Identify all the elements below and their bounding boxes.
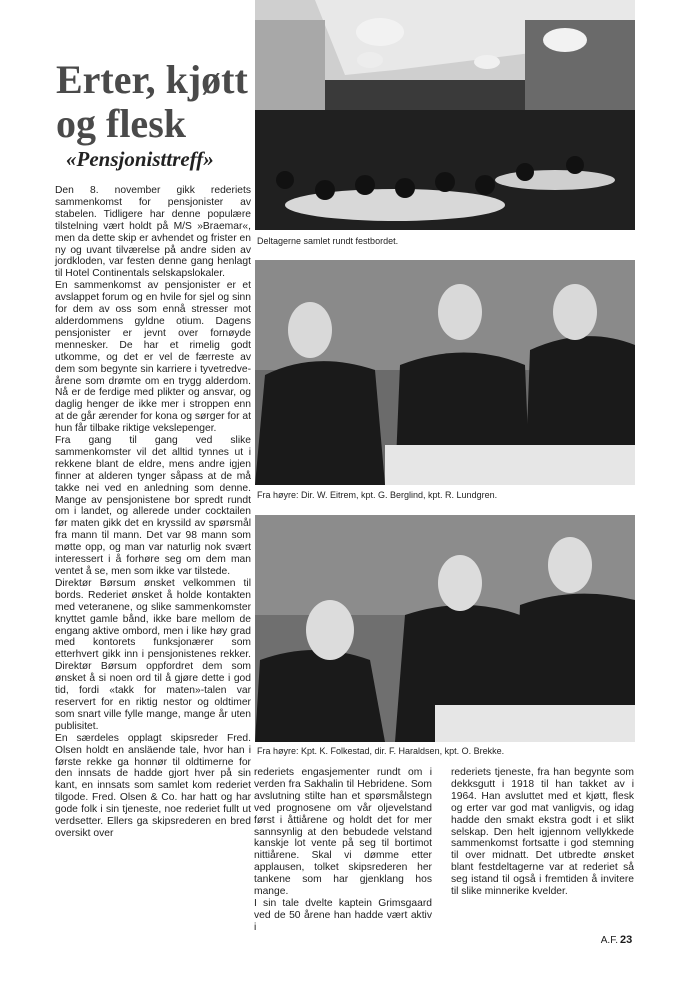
photo-caption: Deltagerne samlet rundt festbordet. [257, 236, 399, 246]
paragraph: rederiets engasjementer rundt om i verden fra Sakhalin til Hebridene. Som avslutning stilte han et spørsmålstegn ved prognosene om vår oljevelstand først i åttiårene og holdt det for mer sannsynlig at den bebudede velstand kanskje lot vente på seg til bortimot nittiårene. Skal vi dømme etter applausen, tolket skipsrederen her tankene som har gjenklang hos mange. [254, 767, 432, 898]
paragraph: En særdeles opplagt skipsreder Fred. Olsen holdt en ansläende tale, hvor han i første rekke ga honnør til oldtimerne for den innsats de hadde gjort hver på sin kant, en innsats som samlet kom rederiet tilgode. Fred. Olsen & Co. har hatt og har gode folk i sin tjeneste, noe rederiet fullt ut verdsetter. Ellers ga skipsrederen en bred oversikt over [55, 732, 251, 839]
author-signature: A.F. [600, 935, 618, 946]
paragraph: Den 8. november gikk rederiets sammenkomst for pensjonister av stabelen. Tidligere har denne populære tilstelning vært holdt på M/S »Braemar«, men da dette skip er avhendet og frister en ny og uvant tilværelse på andre siden av jordkloden, var festen denne gang henlagt til Hotel Continentals selskapslokaler. [55, 185, 251, 280]
paragraph: I sin tale dvelte kaptein Grimsgaard ved de 50 årene han hadde vært aktiv i [254, 897, 432, 933]
body-column-1 [55, 185, 251, 840]
three-men-photo-2 [255, 515, 635, 742]
banquet-hall-photo [255, 0, 635, 230]
paragraph: Direktør Børsum ønsket velkommen til bords. Rederiet ønsket å holde kontakten med veteranene, og slike sammenkomster knyttet gamle bånd, ikke bare mellom de engang aktive ombord, men i like høy grad med kontorets funksjonærer som etterhvert gikk inn i pensjonistenes rekker. Direktør Børsum oppfordret dem som ønsket å si noen ord til å gjøre dette i god tid, fordi «takk for maten»-talen var reservert for en riktig nestor og oldtimer som snart ville fylle mange, mange år uten publisitet. [55, 577, 251, 732]
article-title: Erter, kjøtt og flesk [56, 57, 248, 146]
paragraph: Fra gang til gang ved slike sammenkomster vil det alltid tynnes ut i rekkene blant de eldre, mens andre igjen finner at alderen tynger såpass at de må takke nei ved en anledning som denne. Mange av pensjonistene bor spredt rundt om i landet, og allerede under cocktailen før maten gikk det en kryssild av spørsmål fra mann til mann. Det var 98 mann som møtte opp, og man var naturlig nok svært interessert i å forhøre seg om dem man ventet å se, men som ikke var tilstede. [55, 435, 251, 577]
photo-caption: Fra høyre: Kpt. K. Folkestad, dir. F. Haraldsen, kpt. O. Brekke. [257, 746, 505, 756]
photo-caption: Fra høyre: Dir. W. Eitrem, kpt. G. Berglind, kpt. R. Lundgren. [257, 490, 498, 500]
three-men-photo [255, 260, 635, 485]
body-column-2 [254, 767, 432, 934]
page-number: 23 [620, 934, 633, 946]
article-subtitle: «Pensjonisttreff» [66, 147, 214, 171]
paragraph: rederiets tjeneste, fra han begynte som dekksgutt i 1918 til han takket av i 1964. Han avsluttet med et kjøtt, flesk og erter var god mat vanligvis, og idag hadde den smakt ekstra godt i et slikt selskap. Den helt igjennom vellykkede sammenkomst fortsatte i god stemning til over midnatt. Det utbredte ønsket blant festdeltagerne var at rederiet så seg istand til også i fremtiden å invitere til slike minnerike kvelder. [451, 767, 634, 898]
paragraph: En sammenkomst av pensjonister er et avslappet forum og en hvile for sjel og sinn for dem av oss som ennå stresser mot alderdommens gyldne otium. Dagens pensjonister er jevnt over fornøyde mennesker. De har et rimelig godt utkomme, og det er vel de færreste av dem som begynte sin karriere i tyvetredve-årene som drømte om en trygg alderdom. Nå er de ferdige med plikter og ansvar, og daglig henger de ikke mer i stroppen enn at de går ærender for kona og sørger for at hun får tilbake riktige vekslepenger. [55, 280, 251, 435]
body-column-3 [451, 767, 634, 898]
